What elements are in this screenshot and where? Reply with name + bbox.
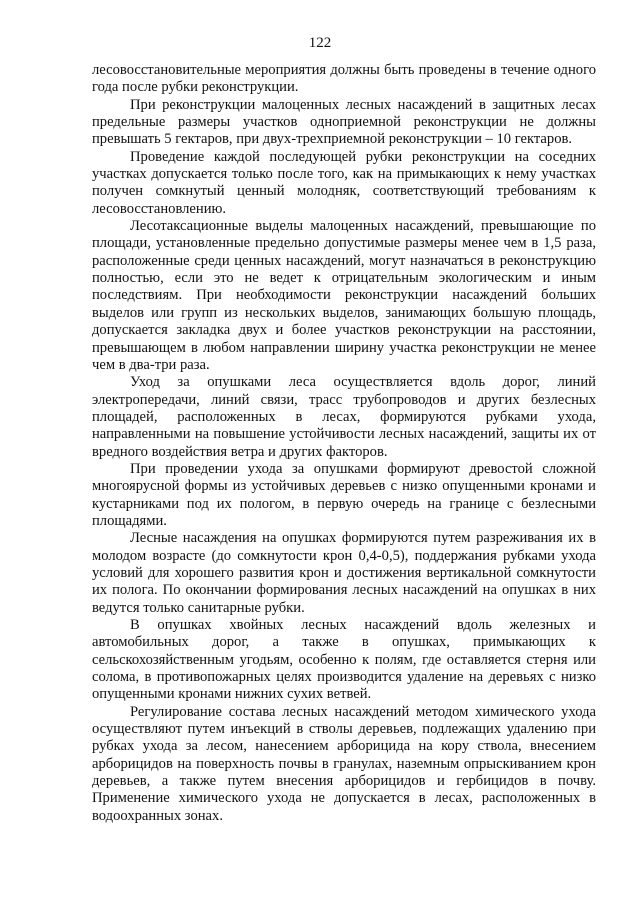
paragraph-continuation: лесовосстановительные мероприятия должны быть проведены в течение одного года после рубки реконструкции. <box>92 62 596 96</box>
paragraph: Лесные насаждения на опушках формируются путем разреживания их в молодом возрасте (до сомкнутости крон 0,4-0,5), поддержания рубками ухода условий для хорошего развития крон и достижения вертикальной сомкнутости их полога. По окончании формирования лесных насаждений на опушках в них ведутся только санитарные рубки. <box>92 530 596 616</box>
paragraph: В опушках хвойных лесных насаждений вдоль железных и автомобильных дорог, а также в опушках, примыкающих к сельскохозяйственным угодьям, особенно к полям, где оставляется стерня или солома, в противопожарных целях производится удаление на деревьях с низко опущенными кронами нижних сухих ветвей. <box>92 617 596 703</box>
paragraph: При проведении ухода за опушками формируют древостой сложной многоярусной формы из устойчивых деревьев с низко опущенными кронами и кустарниками под их пологом, в первую очередь на границе с безлесными площадями. <box>92 460 596 529</box>
paragraph: Проведение каждой последующей рубки реконструкции на соседних участках допускается только после того, как на примыкающих к нему участках получен сомкнутый ценный молодняк, соответствующий требованиям к лесовосстановлению. <box>92 148 596 217</box>
page-number: 122 <box>308 35 332 51</box>
body-text <box>92 62 596 825</box>
paragraph: Лесотаксационные выделы малоценных насаждений, превышающие по площади, установленные предельно допустимые размеры менее чем в 1,5 раза, расположенные среди ценных насаждений, могут назначаться в реконструкцию полностью, если это не ведет к отрицательным экологическим и иным последствиям. При необходимости реконструкции насаждений больших выделов или групп из нескольких выделов, занимающих большую площадь, допускается закладка двух и более участков реконструкции на расстоянии, превышающем в любом направлении ширину участка реконструкции не менее чем в два-три раза. <box>92 218 596 373</box>
paragraph: Регулирование состава лесных насаждений методом химического ухода осуществляют путем инъекций в стволы деревьев, подлежащих удалению при рубках ухода за лесом, нанесением арборицида на кору ствола, внесением арборицидов на поверхность почвы в гранулах, наземным опрыскиванием крон деревьев, а также путем внесения арборицидов и гербицидов в почву. Применение химического ухода не допускается в лесах, расположенных в водоохранных зонах. <box>92 703 596 824</box>
paragraph: При реконструкции малоценных лесных насаждений в защитных лесах предельные размеры участков одноприемной реконструкции не должны превышать 5 гектаров, при двух-трехприемной реконструкции – 10 гектаров. <box>92 96 596 148</box>
paragraph: Уход за опушками леса осуществляется вдоль дорог, линий электропередачи, линий связи, трасс трубопроводов и других безлесных площадей, расположенных в лесах, формируются рубками ухода, направленными на повышение устойчивости лесных насаждений, защиты их от вредного воздействия ветра и других факторов. <box>92 374 596 460</box>
